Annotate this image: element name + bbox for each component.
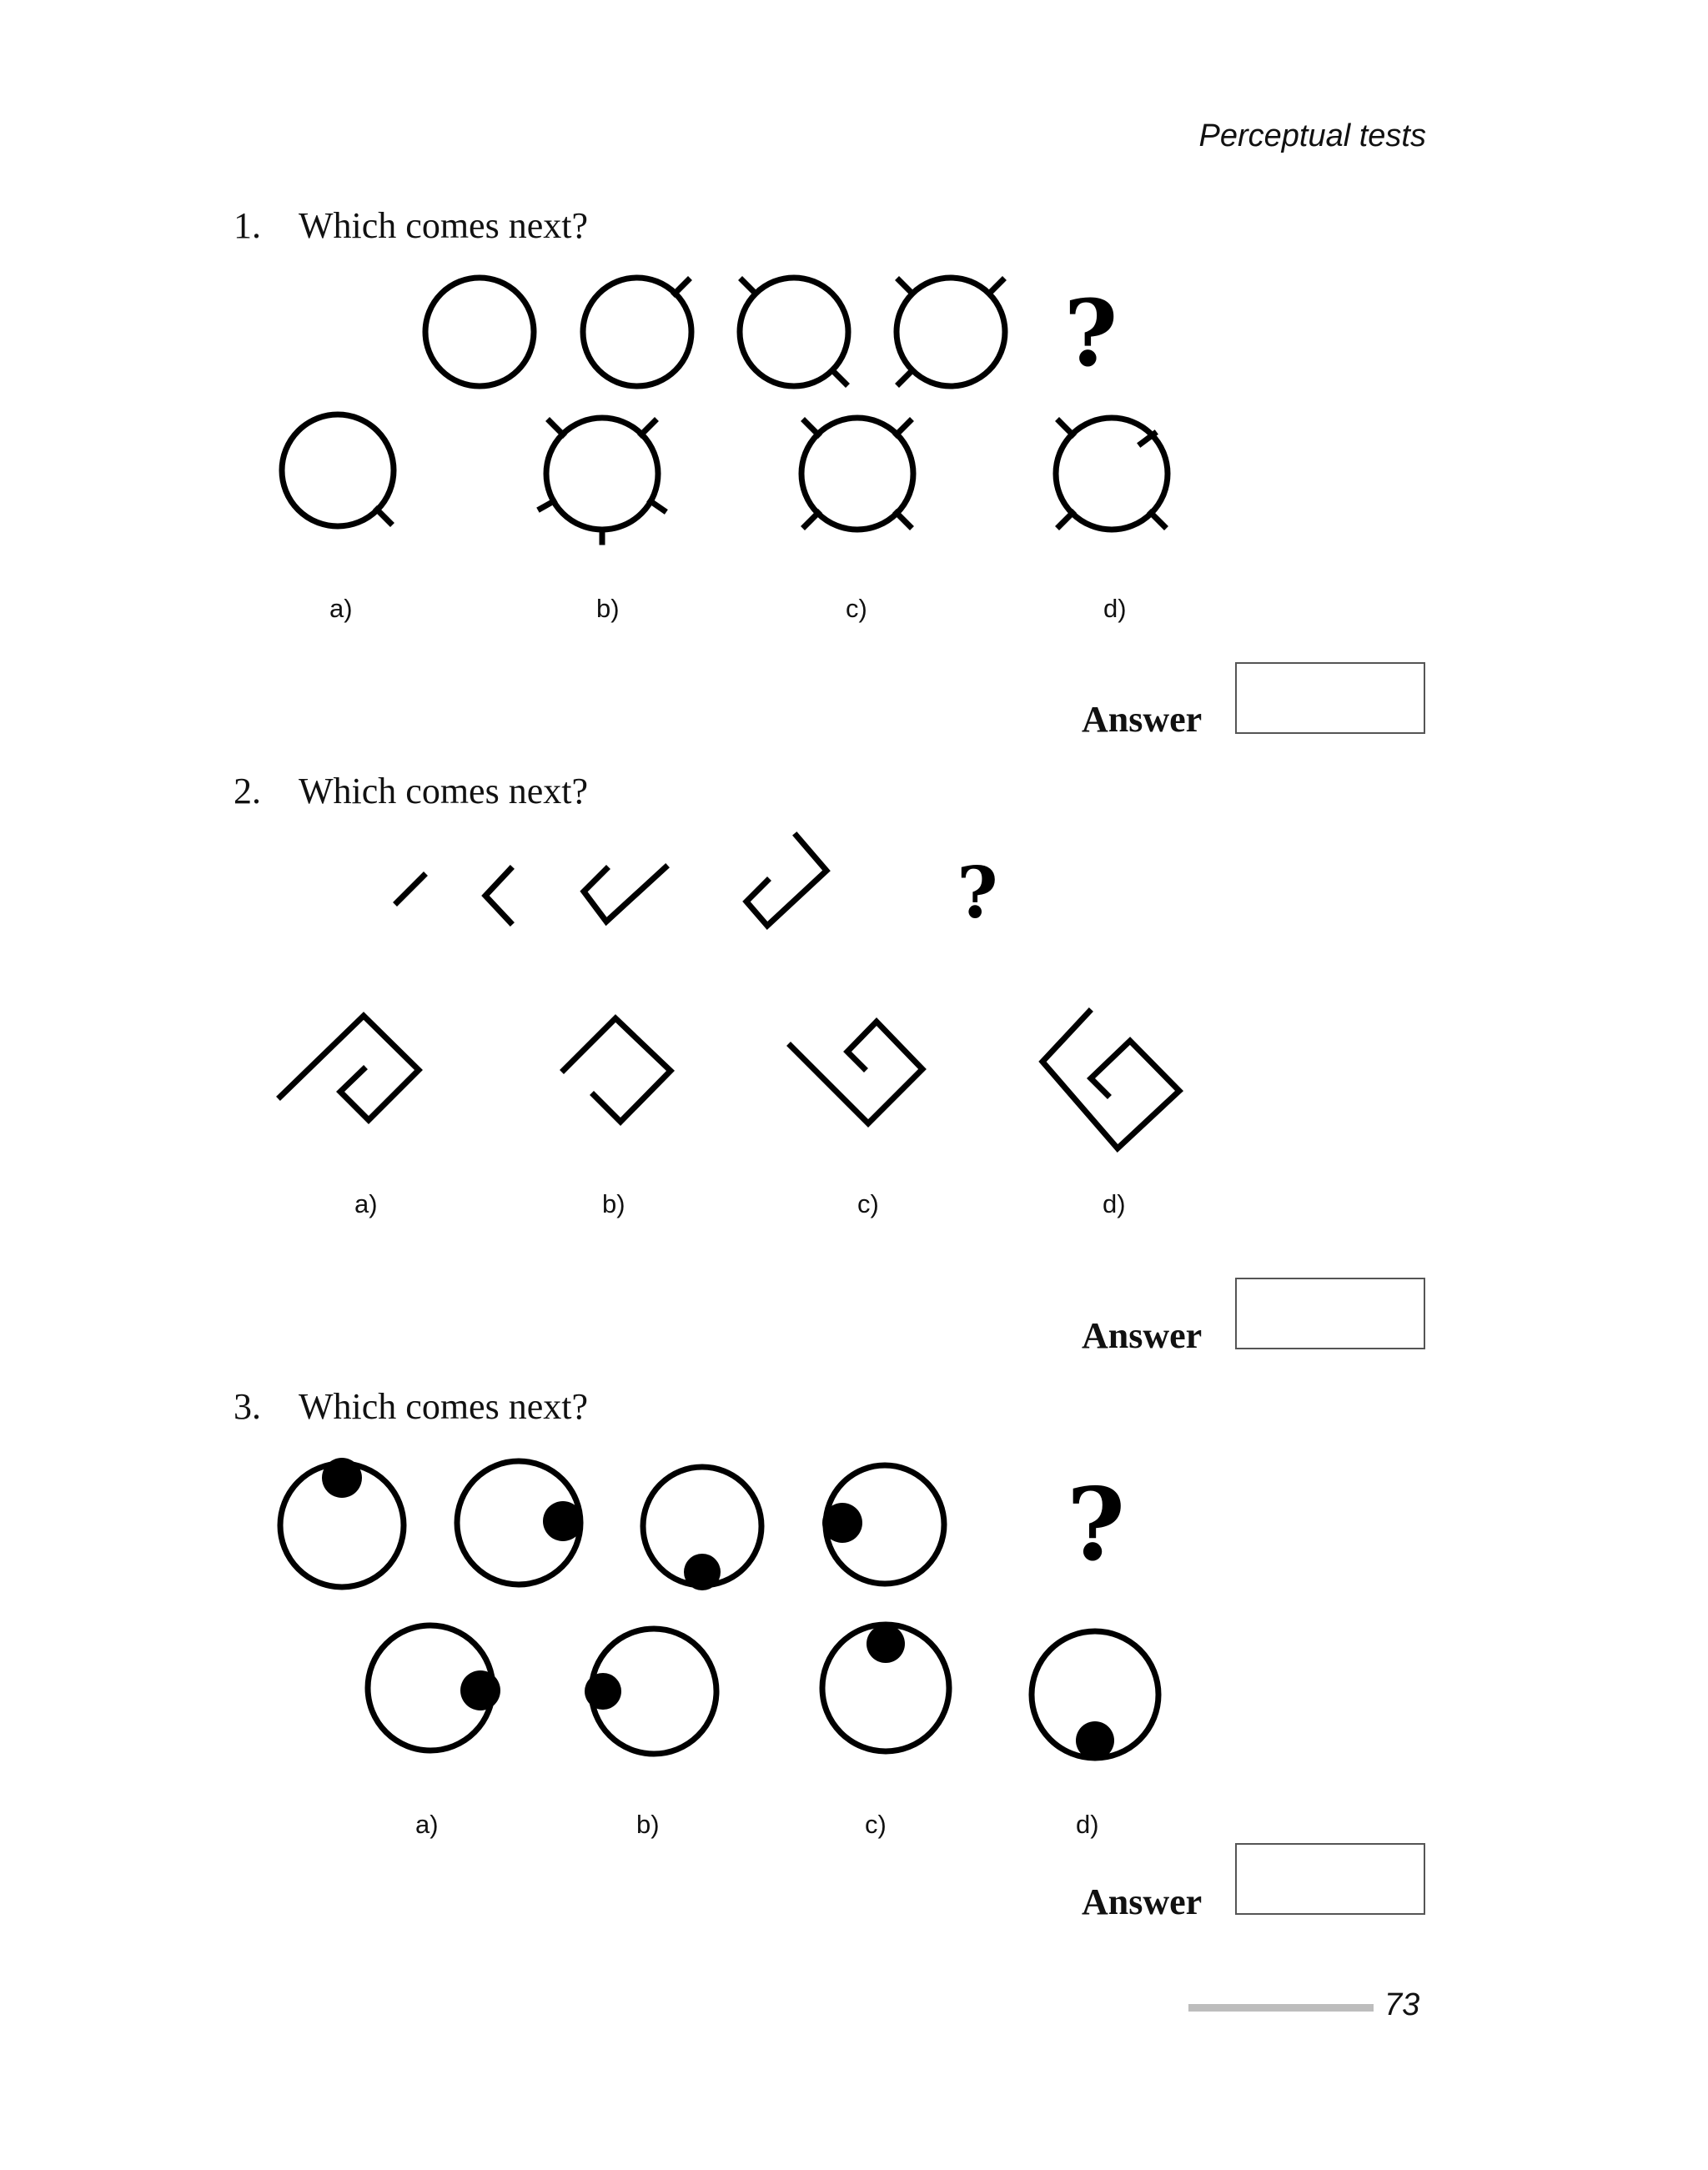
q1-option-a-figure (282, 414, 394, 526)
q1-option-c-figure (801, 418, 913, 530)
q3-sequence-2-dot (543, 1501, 583, 1541)
q1-question-mark: ? (1063, 279, 1118, 387)
q1-sequence-1 (425, 278, 534, 386)
footer-rule (1188, 2004, 1374, 2012)
q2-sequence-3 (584, 867, 666, 922)
q1-sequence-4 (897, 278, 1005, 386)
q3-question-mark: ? (1066, 1466, 1126, 1584)
q2-sequence-4 (746, 836, 826, 926)
q2-sequence-2 (485, 869, 510, 922)
q3-option-d-label: d) (1076, 1810, 1099, 1839)
q1-answer-box[interactable] (1235, 662, 1425, 734)
q1-option-a-label: a) (329, 594, 353, 623)
q1-option-d-label: d) (1103, 594, 1127, 623)
q1-sequence-3 (740, 278, 848, 386)
question-2-number: 2. (234, 771, 261, 811)
q2-option-c-figure (791, 1022, 922, 1123)
q1-option-b-label: b) (596, 594, 620, 623)
q3-option-b-dot (585, 1673, 621, 1710)
q3-sequence-3-dot (684, 1554, 721, 1590)
q2-option-d-figure (1042, 1012, 1179, 1148)
page-number: 73 (1384, 1987, 1420, 2022)
q1-option-d-figure (1056, 418, 1168, 530)
running-header: Perceptual tests (1198, 118, 1426, 153)
q3-option-c-dot (867, 1625, 905, 1663)
q3-answer-box[interactable] (1235, 1843, 1425, 1915)
q2-option-b-label: b) (602, 1189, 625, 1218)
q2-option-d-label: d) (1103, 1189, 1126, 1218)
question-3-number: 3. (234, 1386, 261, 1427)
question-1-number: 1. (234, 205, 261, 246)
q3-option-a-label: a) (415, 1810, 439, 1839)
q3-sequence-1-dot (322, 1458, 362, 1498)
q2-answer-box[interactable] (1235, 1278, 1425, 1349)
q3-option-b-label: b) (636, 1810, 660, 1839)
q2-answer-label: Answer (1082, 1315, 1203, 1356)
question-3-text: Which comes next? (299, 1386, 588, 1427)
q2-option-a-label: a) (354, 1189, 378, 1218)
question-2-text: Which comes next? (299, 771, 588, 811)
q1-answer-label: Answer (1082, 699, 1203, 740)
q2-option-a-figure (280, 1016, 419, 1120)
q1-option-b-figure (540, 418, 664, 542)
q2-question-mark: ? (957, 851, 998, 934)
q3-answer-label: Answer (1082, 1881, 1203, 1922)
q3-sequence-4-dot (822, 1503, 862, 1543)
q2-option-c-label: c) (857, 1189, 879, 1218)
q2-sequence-1 (397, 876, 424, 902)
question-1-text: Which comes next? (299, 205, 588, 246)
q1-sequence-2 (583, 278, 691, 386)
q3-option-d-dot (1076, 1721, 1114, 1760)
q3-option-a-dot (460, 1670, 500, 1710)
q3-option-c-label: c) (865, 1810, 887, 1839)
q2-option-b-figure (564, 1018, 671, 1122)
q1-option-c-label: c) (846, 594, 867, 623)
